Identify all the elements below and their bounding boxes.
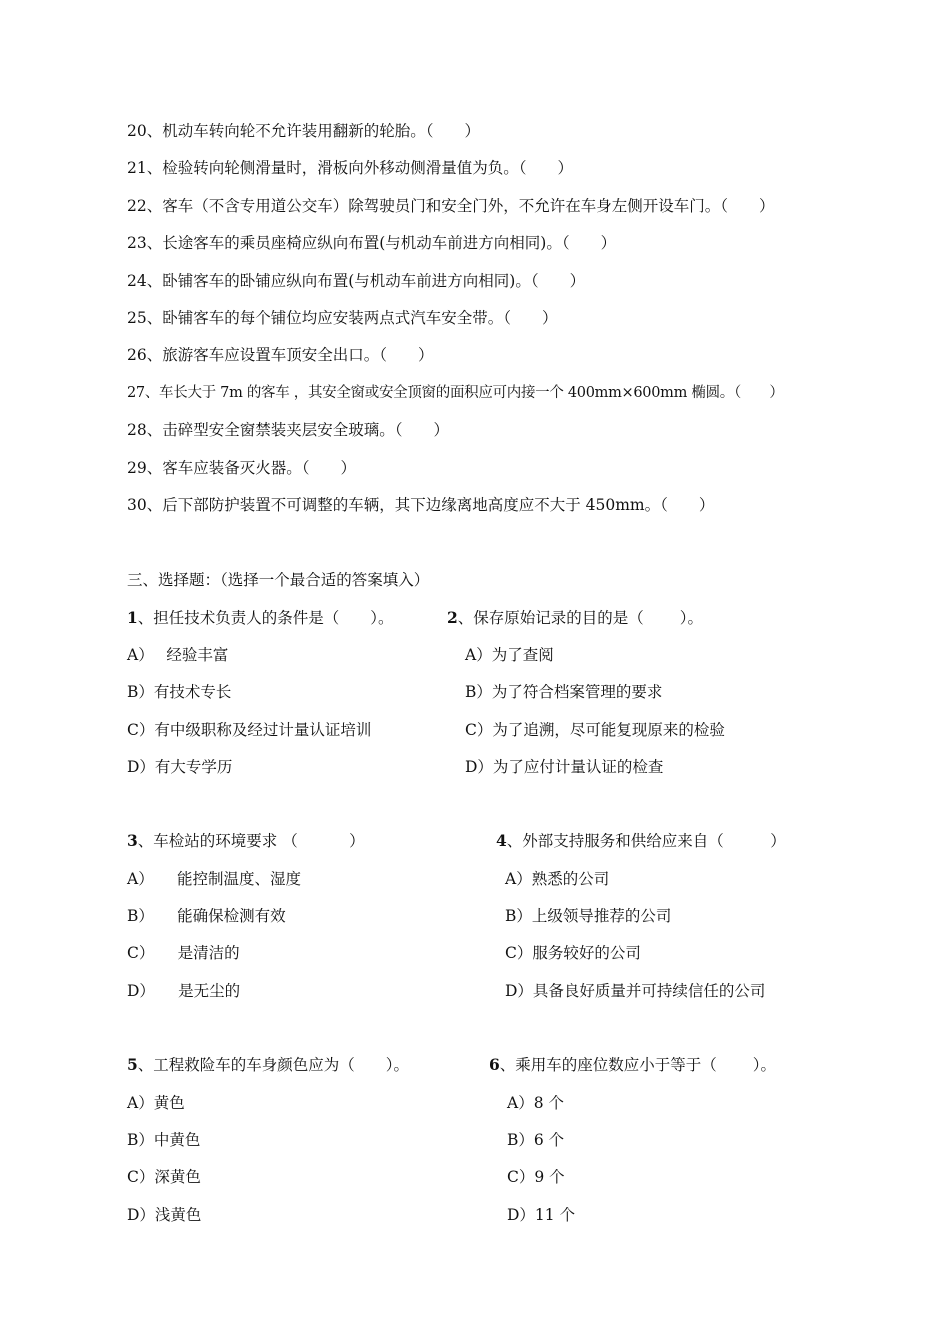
tf-item-27: 27、车长大于 7m 的客车 ，其安全窗或安全顶窗的面积应可内接一个 400mm×600mm 椭圆。（ ）	[127, 385, 784, 401]
tf-item-26: 26、旅游客车应设置车顶安全出口。（ ）	[127, 346, 434, 364]
question-5-stem	[127, 1055, 409, 1075]
question-5-option-b: B）中黄色	[127, 1131, 201, 1149]
tf-item-22: 22、客车（不含专用道公交车）除驾驶员门和安全门外，不允许在车身左侧开设车门。（ ）	[127, 197, 775, 215]
question-2-option-a: A）为了查阅	[465, 646, 554, 664]
question-1-option-c: C）有中级职称及经过计量认证培训	[127, 721, 372, 739]
question-3-option-d: D） 是无尘的	[127, 982, 241, 1000]
tf-item-29: 29、客车应装备灭火器。（ ）	[127, 459, 356, 477]
question-1-option-a: A） 经验丰富	[127, 646, 229, 664]
tf-item-24: 24、卧铺客车的卧铺应纵向布置(与机动车前进方向相同)。（ ）	[127, 272, 586, 290]
question-number: 4	[496, 831, 507, 850]
question-text: 、担任技术负责人的条件是（ ）。	[137, 609, 394, 627]
question-4-option-d: D）具备良好质量并可持续信任的公司	[505, 982, 766, 1000]
question-6-option-d: D）11 个	[507, 1206, 576, 1224]
question-4-option-c: C）服务较好的公司	[505, 944, 641, 962]
question-4-option-b: B）上级领导推荐的公司	[505, 907, 672, 925]
question-3-stem	[127, 831, 365, 851]
question-3-option-c: C） 是清洁的	[127, 944, 240, 962]
question-text: 、乘用车的座位数应小于等于（ ）。	[499, 1056, 776, 1074]
question-5-option-a: A）黄色	[127, 1094, 185, 1112]
tf-item-28: 28、击碎型安全窗禁装夹层安全玻璃。（ ）	[127, 421, 449, 439]
question-6-option-b: B）6 个	[507, 1131, 565, 1149]
question-text: 、车检站的环境要求 （ ）	[137, 832, 365, 850]
question-number: 5	[127, 1055, 138, 1074]
question-6-option-a: A）8 个	[507, 1094, 564, 1112]
question-3-option-b: B） 能确保检测有效	[127, 907, 286, 925]
question-6-option-c: C）9 个	[507, 1168, 565, 1186]
question-1-option-d: D）有大专学历	[127, 758, 233, 776]
tf-item-23: 23、长途客车的乘员座椅应纵向布置(与机动车前进方向相同)。（ ）	[127, 234, 617, 252]
question-2-stem	[447, 608, 703, 628]
question-4-stem	[496, 831, 786, 851]
question-2-option-b: B）为了符合档案管理的要求	[465, 683, 663, 701]
tf-item-30: 30、后下部防护装置不可调整的车辆，其下边缘离地高度应不大于 450mm。（ ）	[127, 496, 715, 514]
tf-item-21: 21、检验转向轮侧滑量时，滑板向外移动侧滑量值为负。（ ）	[127, 159, 573, 177]
tf-item-20: 20、机动车转向轮不允许装用翻新的轮胎。（ ）	[127, 122, 480, 140]
question-text: 、工程救险车的车身颜色应为（ ）。	[137, 1056, 410, 1074]
question-number: 1	[127, 608, 138, 627]
question-5-option-d: D）浅黄色	[127, 1206, 202, 1224]
question-6-stem	[489, 1055, 776, 1075]
question-number: 6	[489, 1055, 500, 1074]
question-number: 3	[127, 831, 138, 850]
question-text: 、保存原始记录的目的是（ ）。	[457, 609, 703, 627]
question-4-option-a: A）熟悉的公司	[505, 870, 610, 888]
question-3-option-a: A） 能控制温度、湿度	[127, 870, 301, 888]
question-number: 2	[447, 608, 458, 627]
question-2-option-d: D）为了应付计量认证的检查	[465, 758, 664, 776]
section-heading: 三、选择题：（选择一个最合适的答案填入）	[127, 571, 430, 589]
question-1-stem	[127, 608, 394, 628]
question-5-option-c: C）深黄色	[127, 1168, 201, 1186]
question-2-option-c: C）为了追溯，尽可能复现原来的检验	[465, 721, 725, 739]
question-text: 、外部支持服务和供给应来自（ ）	[506, 832, 786, 850]
question-1-option-b: B）有技术专长	[127, 683, 232, 701]
tf-item-25: 25、卧铺客车的每个铺位均应安装两点式汽车安全带。（ ）	[127, 309, 558, 327]
